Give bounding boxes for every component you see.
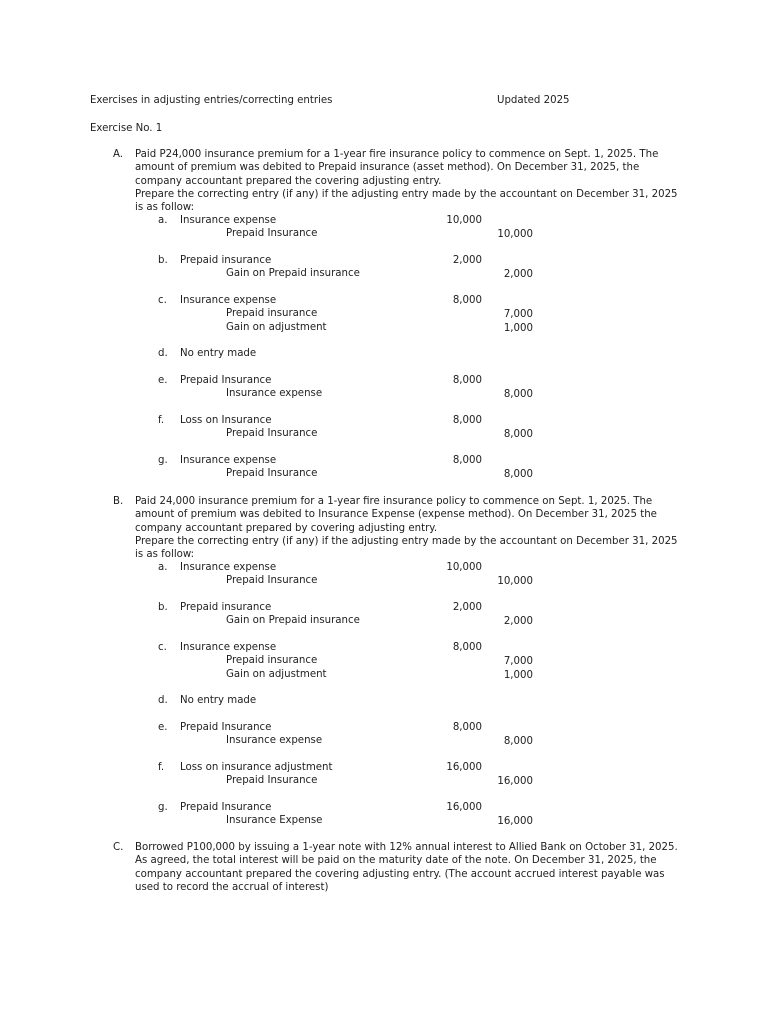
option-label: b. [158,255,168,266]
debit-amount: 8,000 [452,295,482,306]
option-label: b. [158,602,168,613]
entry-account: Insurance expense [180,562,277,573]
section-paragraph [135,841,680,894]
entry-account: Prepaid Insurance [226,468,318,480]
credit-amount: 1,000 [503,322,533,334]
entry-account: No entry made [180,695,257,706]
option-label: e. [158,722,168,733]
entry-account: No entry made [180,348,257,359]
debit-amount: 2,000 [452,602,482,613]
entry-account: Insurance Expense [226,815,323,827]
option-label: d. [158,348,168,359]
entry-account: Prepaid Insurance [226,575,318,587]
option-label: f. [158,762,165,773]
option-label: a. [158,562,168,573]
credit-amount: 7,000 [503,309,533,321]
entry-account: Loss on Insurance [180,415,272,426]
credit-amount: 10,000 [497,576,533,588]
option-label: d. [158,695,168,706]
exercise-label: Exercise No. 1 [90,123,163,134]
credit-amount: 2,000 [503,269,533,281]
credit-amount: 10,000 [497,229,533,241]
entry-account: Gain on Prepaid insurance [226,268,360,280]
entry-account: Prepaid Insurance [226,428,318,440]
entry-account: Insurance expense [180,455,277,466]
debit-amount: 8,000 [452,722,482,733]
entry-account: Gain on adjustment [226,668,327,680]
credit-amount: 16,000 [497,816,533,828]
entry-account: Prepaid Insurance [226,228,318,240]
debit-amount: 10,000 [446,215,482,226]
entry-account: Insurance expense [180,642,277,653]
problem-text: Paid 24,000 insurance premium for a 1-year fire insurance policy to commence on Sept. 1, 2025. The amount of premium was debited to Insurance Expense (expense method). On December 31, 2025 the company accountant prepared by covering adjusting entry. [135,496,657,534]
option-label: g. [158,802,168,813]
entry-account: Prepaid Insurance [226,775,318,787]
entry-account: Insurance expense [180,295,277,306]
section-letter: A. [113,149,124,160]
option-label: a. [158,215,168,226]
credit-amount: 8,000 [503,389,533,401]
credit-amount: 1,000 [503,669,533,681]
credit-amount: 2,000 [503,616,533,628]
debit-amount: 8,000 [452,375,482,386]
entry-account: Prepaid insurance [226,308,318,320]
option-label: c. [158,295,167,306]
entry-account: Prepaid Insurance [180,802,272,813]
entry-account: Prepaid insurance [180,602,272,613]
entry-account: Gain on Prepaid insurance [226,615,360,627]
instruction-text: Prepare the correcting entry (if any) if the adjusting entry made by the accountant on December 31, 2025 is as follow: [135,188,678,214]
document-title: Exercises in adjusting entries/correcting entries [90,95,333,106]
entry-account: Prepaid insurance [226,655,318,667]
entry-account: Prepaid insurance [180,255,272,266]
section-letter: B. [113,496,124,507]
updated-label: Updated 2025 [497,95,570,106]
debit-amount: 8,000 [452,455,482,466]
credit-amount: 16,000 [497,776,533,788]
problem-text: Borrowed P100,000 by issuing a 1-year note with 12% annual interest to Allied Bank on October 31, 2025. As agreed, the total interest will be paid on the maturity date of the note. On December 31, 2025, the company accountant prepared the covering adjusting entry. (The account accrued interest payable was used to record the accrual of interest) [135,842,678,893]
entry-account: Insurance expense [180,215,277,226]
option-label: c. [158,642,167,653]
entry-account: Prepaid Insurance [180,375,272,386]
option-label: e. [158,375,168,386]
section-paragraph [135,148,680,214]
entry-account: Loss on insurance adjustment [180,762,333,773]
debit-amount: 16,000 [446,802,482,813]
credit-amount: 7,000 [503,656,533,668]
debit-amount: 8,000 [452,642,482,653]
entry-account: Insurance expense [226,388,323,400]
section-letter: C. [113,842,124,853]
section-paragraph [135,495,680,561]
credit-amount: 8,000 [503,469,533,481]
problem-text: Paid P24,000 insurance premium for a 1-year fire insurance policy to commence on Sept. 1, 2025. The amount of premium was debited to Prepaid insurance (asset method). On December 31, 2025, the company accountant prepared the covering adjusting entry. [135,149,659,187]
debit-amount: 2,000 [452,255,482,266]
option-label: f. [158,415,165,426]
entry-account: Prepaid Insurance [180,722,272,733]
entry-account: Insurance expense [226,735,323,747]
credit-amount: 8,000 [503,429,533,441]
instruction-text: Prepare the correcting entry (if any) if the adjusting entry made by the accountant on December 31, 2025 is as follow: [135,535,678,561]
debit-amount: 16,000 [446,762,482,773]
credit-amount: 8,000 [503,736,533,748]
entry-account: Gain on adjustment [226,321,327,333]
debit-amount: 10,000 [446,562,482,573]
option-label: g. [158,455,168,466]
debit-amount: 8,000 [452,415,482,426]
